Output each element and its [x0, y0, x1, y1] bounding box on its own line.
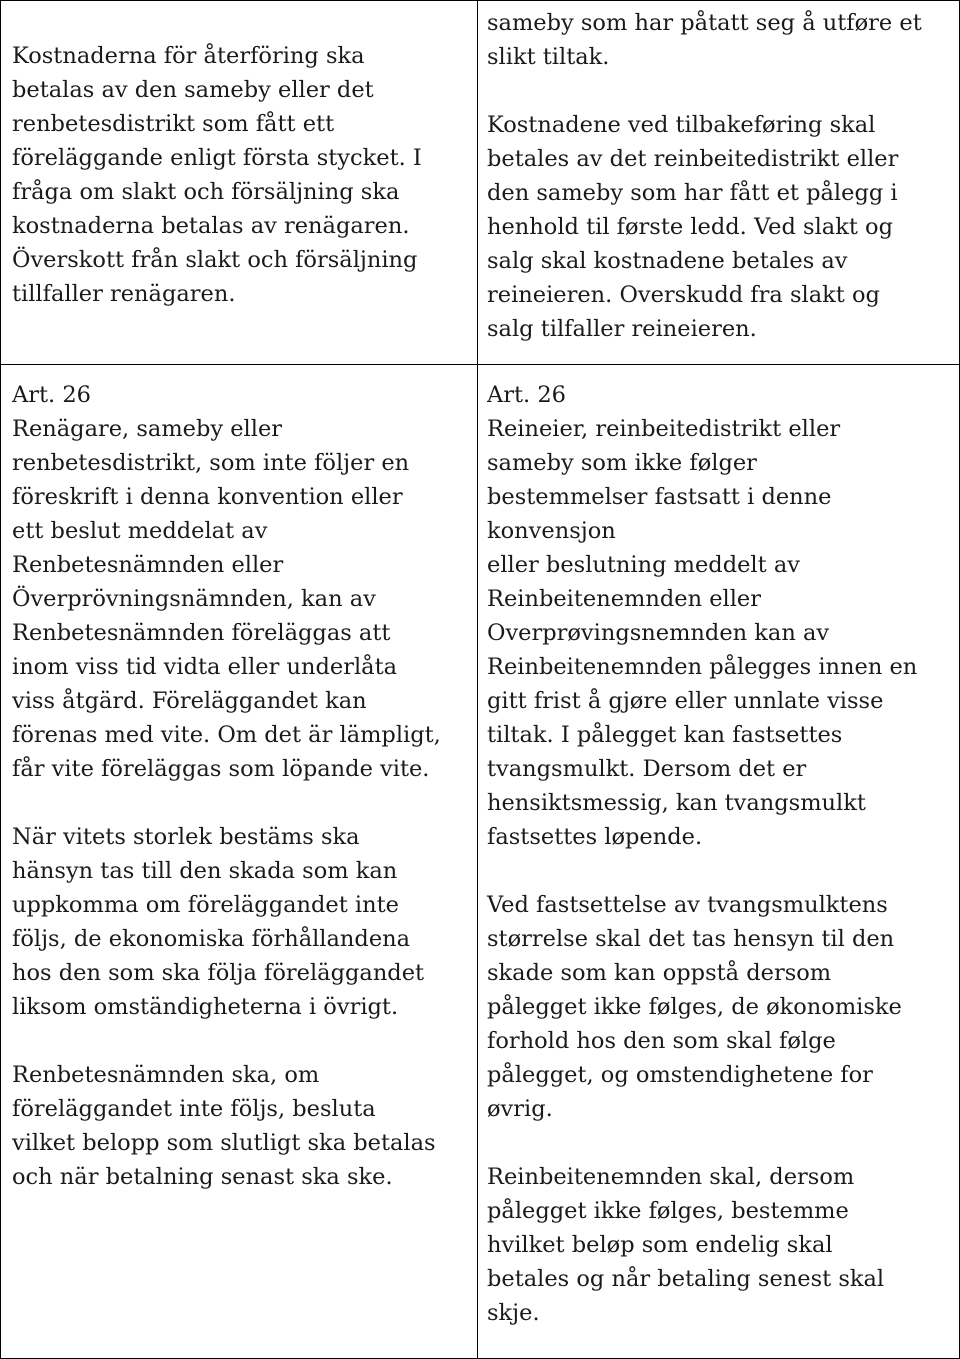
text-line: uppkomma om föreläggandet inte — [12, 892, 399, 918]
text-line: Reinbeitenemnden skal, dersom — [487, 1164, 855, 1190]
text-line: Renbetesnämnden eller — [12, 552, 284, 578]
text-line: föreläggande enligt första stycket. I — [12, 145, 422, 171]
text-line: viss åtgärd. Föreläggandet kan — [12, 688, 367, 714]
text-line: Överskott från slakt och försäljning — [12, 247, 418, 273]
text-line: liksom omständigheterna i övrigt. — [12, 994, 399, 1020]
text-line: forhold hos den som skal følge — [487, 1028, 836, 1054]
text-line: Kostnadene ved tilbakeføring skal — [487, 112, 876, 138]
text-line: ett beslut meddelat av — [12, 518, 268, 544]
text-line: betales av det reinbeitedistrikt eller — [487, 146, 899, 172]
text-line: hänsyn tas till den skada som kan — [12, 858, 398, 884]
text-line: konvensjon — [487, 518, 616, 544]
text-line: sameby som har påtatt seg å utføre et — [487, 10, 922, 36]
text-line: gitt frist å gjøre eller unnlate visse — [487, 688, 884, 714]
text-line: vilket belopp som slutligt ska betalas — [12, 1130, 436, 1156]
text-line: renbetesdistrikt, som inte följer en — [12, 450, 410, 476]
text-line: får vite föreläggas som löpande vite. — [12, 756, 430, 782]
text-line: slikt tiltak. — [487, 44, 610, 70]
text-line: och när betalning senast ska ske. — [12, 1164, 393, 1190]
text-line: Ved fastsettelse av tvangsmulktens — [487, 892, 888, 918]
text-line: skade som kan oppstå dersom — [487, 960, 832, 986]
text-line: hvilket beløp som endelig skal — [487, 1232, 833, 1258]
row-divider — [0, 364, 960, 365]
text-line: föreskrift i denna konvention eller — [12, 484, 403, 510]
text-line: hos den som ska följa föreläggandet — [12, 960, 425, 986]
text-line: Reineier, reinbeitedistrikt eller — [487, 416, 841, 442]
text-line: fastsettes løpende. — [487, 824, 703, 850]
norwegian-article-cell — [487, 378, 917, 1330]
text-line: tvangsmulkt. Dersom det er — [487, 756, 807, 782]
text-line: skje. — [487, 1300, 540, 1326]
text-line: renbetesdistrikt som fått ett — [12, 111, 335, 137]
text-line: størrelse skal det tas hensyn til den — [487, 926, 895, 952]
text-line: eller beslutning meddelt av — [487, 552, 800, 578]
text-line: tillfaller renägaren. — [12, 281, 236, 307]
text-line: Renbetesnämnden ska, om — [12, 1062, 320, 1088]
text-line: pålegget ikke følges, de økonomiske — [487, 994, 902, 1020]
text-line: øvrig. — [487, 1096, 553, 1122]
swedish-article-cell — [12, 378, 441, 1194]
text-line: reineieren. Overskudd fra slakt og — [487, 282, 880, 308]
text-line: När vitets storlek bestäms ska — [12, 824, 360, 850]
text-line: betalas av den sameby eller det — [12, 77, 374, 103]
text-line: Overprøvingsnemnden kan av — [487, 620, 830, 646]
text-line: betales og når betaling senest skal — [487, 1266, 885, 1292]
text-line: fråga om slakt och försäljning ska — [12, 179, 400, 205]
text-line: bestemmelser fastsatt i denne — [487, 484, 832, 510]
text-line: Renbetesnämnden föreläggas att — [12, 620, 391, 646]
column-divider — [477, 0, 478, 1359]
text-line: henhold til første ledd. Ved slakt og — [487, 214, 893, 240]
text-line: föreläggandet inte följs, besluta — [12, 1096, 376, 1122]
text-line: Kostnaderna för återföring ska — [12, 43, 365, 69]
text-line: kostnaderna betalas av renägaren. — [12, 213, 410, 239]
swedish-top-cell — [12, 39, 422, 311]
text-line: inom viss tid vidta eller underlåta — [12, 654, 398, 680]
norwegian-top-cell — [487, 6, 922, 346]
text-line: pålegget, og omstendighetene for — [487, 1062, 873, 1088]
text-line: sameby som ikke følger — [487, 450, 757, 476]
text-line: hensiktsmessig, kan tvangsmulkt — [487, 790, 866, 816]
text-line: förenas med vite. Om det är lämpligt, — [12, 722, 441, 748]
text-line: pålegget ikke følges, bestemme — [487, 1198, 849, 1224]
article-heading: Art. 26 — [12, 382, 91, 408]
text-line: den sameby som har fått et pålegg i — [487, 180, 898, 206]
text-line: Reinbeitenemnden eller — [487, 586, 761, 612]
text-line: salg tilfaller reineieren. — [487, 316, 757, 342]
text-line: Överprövningsnämnden, kan av — [12, 586, 376, 612]
text-line: Renägare, sameby eller — [12, 416, 283, 442]
article-heading: Art. 26 — [487, 382, 566, 408]
text-line: salg skal kostnadene betales av — [487, 248, 848, 274]
text-line: följs, de ekonomiska förhållandena — [12, 926, 411, 952]
text-line: tiltak. I pålegget kan fastsettes — [487, 722, 843, 748]
text-line: Reinbeitenemnden pålegges innen en — [487, 654, 918, 680]
